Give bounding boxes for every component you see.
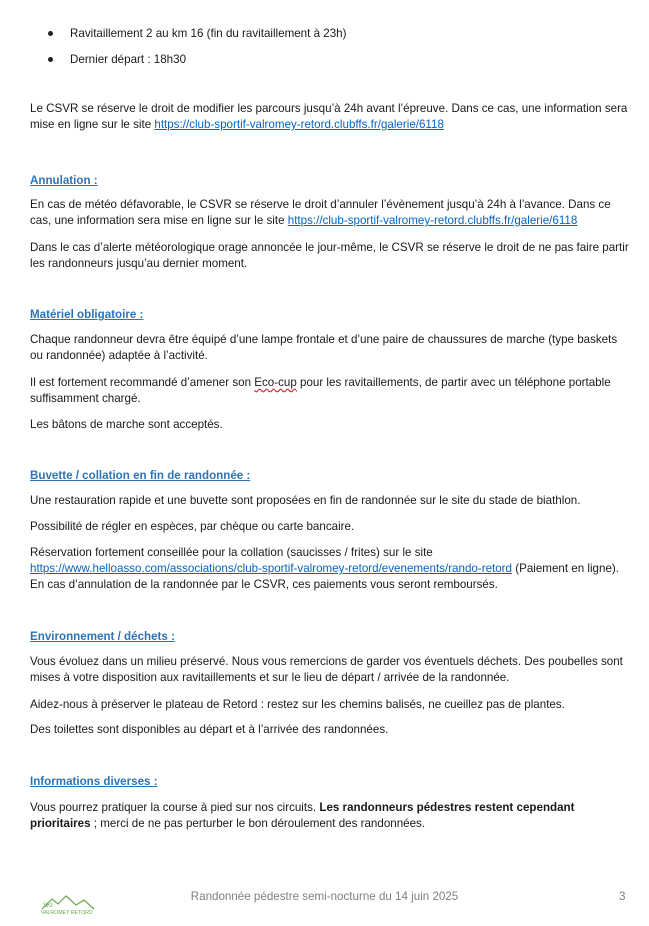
logo-text-bottom: VALROMEY RETORD [41, 910, 93, 915]
buvette-paragraph-3 [30, 545, 630, 593]
helloasso-link[interactable]: https://www.helloasso.com/associations/club-sportif-valromey-retord/evenements/rando-retord [30, 562, 512, 575]
bullet-dot [48, 31, 53, 36]
section-heading-divers: Informations diverses : [30, 775, 158, 788]
section-heading-materiel: Matériel obligatoire : [30, 308, 144, 321]
intro-text: Le CSVR se réserve le droit de modifier les parcours jusqu’à 24h avant l’épreuve. Dans ce cas, une information sera mise en ligne sur le site [30, 102, 628, 131]
intro-paragraph [30, 101, 630, 133]
bullet-dot [48, 57, 53, 62]
buvette-paragraph-1: Une restauration rapide et une buvette sont proposées en fin de randonnée sur le site du stade de biathlon. [30, 494, 581, 507]
annulation-text: En cas de météo défavorable, le CSVR se réserve le droit d’annuler l’évènement jusqu’à 24h à l’avance. Dans ce cas, une information sera mise en ligne sur le site [30, 198, 611, 227]
bullet-text: Ravitaillement 2 au km 16 (fin du ravitaillement à 23h) [70, 27, 347, 40]
materiel-paragraph-3: Les bâtons de marche sont acceptés. [30, 418, 223, 431]
divers-text: ; merci de ne pas perturber le bon déroulement des randonnées. [90, 817, 426, 830]
spellcheck-word: Eco-cup [254, 376, 297, 389]
environnement-paragraph-1: Vous évoluez dans un milieu préservé. Nous vous remercions de garder vos éventuels déchets. Des poubelles sont mises à votre disposition aux ravitaillements et sur le lieu de départ / arrivée de la randonnée. [30, 655, 623, 684]
gallery-link[interactable]: https://club-sportif-valromey-retord.clubffs.fr/galerie/6118 [154, 118, 444, 131]
divers-paragraph-1 [30, 800, 630, 832]
annulation-paragraph-1 [30, 197, 630, 229]
bullet-text: Dernier départ : 18h30 [70, 53, 187, 66]
footer-title: Randonnée pédestre semi-nocturne du 14 juin 2025 [190, 890, 459, 903]
buvette-paragraph-2: Possibilité de régler en espèces, par chèque ou carte bancaire. [30, 520, 355, 533]
annulation-paragraph-2: Dans le cas d’alerte météorologique orage annoncée le jour-même, le CSVR se réserve le droit de ne pas faire partir les randonneurs jusqu’au dernier moment. [30, 241, 629, 270]
divers-bold-text: Les randonneurs pédestres restent cependant prioritaires [30, 801, 575, 830]
gallery-link[interactable]: https://club-sportif-valromey-retord.clubffs.fr/galerie/6118 [287, 214, 578, 227]
section-heading-annulation: Annulation : [30, 174, 98, 187]
buvette-text: Réservation fortement conseillée pour la collation (saucisses / frites) sur le site [30, 546, 433, 559]
environnement-paragraph-3: Des toilettes sont disponibles au départ et à l’arrivée des randonnées. [30, 723, 389, 736]
materiel-paragraph-1: Chaque randonneur devra être équipé d’une lampe frontale et d’une paire de chaussures de marche (type baskets ou randonnée) adaptée à l’activité. [30, 333, 618, 362]
section-heading-buvette: Buvette / collation en fin de randonnée : [30, 469, 251, 482]
materiel-text: Il est fortement recommandé d’amener son [30, 376, 255, 389]
divers-text: Vous pourrez pratiquer la course à pied sur nos circuits. [30, 801, 320, 814]
section-heading-environnement: Environnement / déchets : [30, 630, 175, 643]
buvette-text: (Paiement en ligne). En cas d’annulation de la randonnée par le CSVR, ces paiements vous seront remboursés. [30, 562, 619, 591]
logo-text-top: SKI [43, 903, 53, 909]
environnement-paragraph-2: Aidez-nous à préserver le plateau de Retord : restez sur les chemins balisés, ne cueillez pas de plantes. [30, 698, 565, 711]
materiel-paragraph-2 [30, 375, 630, 407]
materiel-text: pour les ravitaillements, de partir avec un téléphone portable suffisamment chargé. [30, 376, 611, 405]
page-number: 3 [619, 890, 626, 903]
